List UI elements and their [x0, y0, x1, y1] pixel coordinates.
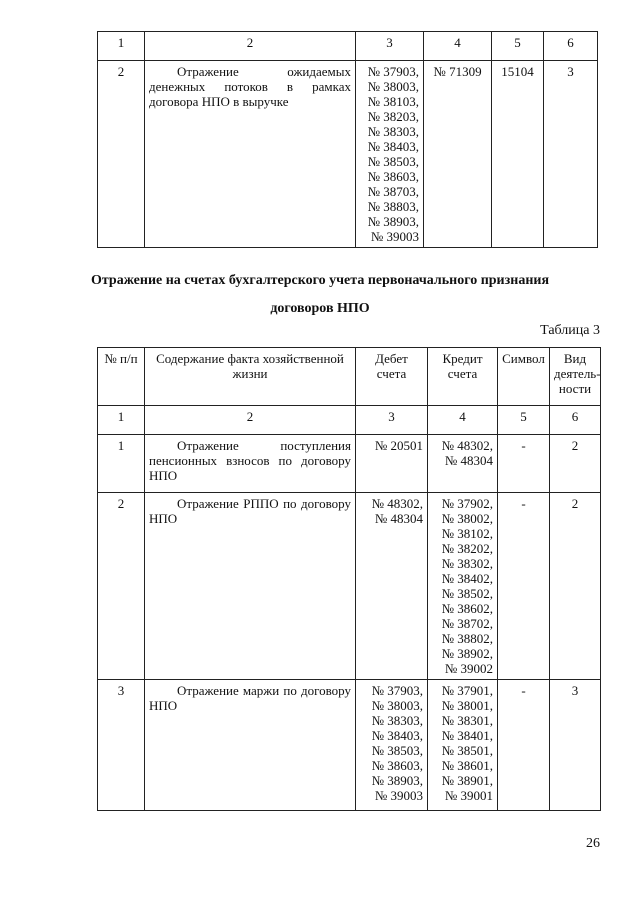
- table-label: Таблица 3: [540, 323, 600, 338]
- account-number: № 38403,: [367, 139, 419, 154]
- section-heading-continued: договоров НПО: [270, 301, 370, 316]
- account-number: № 38702,: [441, 616, 493, 631]
- col-number: 6: [544, 32, 598, 61]
- activity-type: 2: [550, 493, 601, 680]
- col-number: 2: [145, 32, 356, 61]
- header-debit: Дебет счета: [356, 348, 428, 406]
- account-number: № 38803,: [367, 199, 419, 214]
- debit-accounts: [356, 680, 428, 811]
- row-number: 1: [98, 435, 145, 493]
- account-number: № 48304: [444, 453, 493, 468]
- account-list: [360, 64, 419, 244]
- col-number: 4: [428, 406, 498, 435]
- account-number: № 38102,: [441, 526, 493, 541]
- header-num: № п/п: [98, 348, 145, 406]
- col-number: 3: [356, 32, 424, 61]
- account-list: [360, 683, 423, 803]
- account-number: № 38203,: [367, 109, 419, 124]
- column-number-row: [98, 406, 601, 435]
- account-number: № 20501: [374, 438, 423, 453]
- header-content: Содержание факта хозяйственной жизни: [145, 348, 356, 406]
- account-number: № 37902,: [441, 496, 493, 511]
- account-number: № 38901,: [441, 773, 493, 788]
- account-number: № 38903,: [371, 773, 423, 788]
- account-number: № 38001,: [441, 698, 493, 713]
- account-number: № 38003,: [371, 698, 423, 713]
- symbol-value: -: [498, 435, 550, 493]
- header-symbol: Символ: [498, 348, 550, 406]
- col-number: 1: [98, 32, 145, 61]
- account-number: № 39001: [444, 788, 493, 803]
- account-number: № 38401,: [441, 728, 493, 743]
- account-number: № 48302,: [441, 438, 493, 453]
- account-number: № 38303,: [371, 713, 423, 728]
- col-number: 3: [356, 406, 428, 435]
- debit-accounts: [356, 493, 428, 680]
- fact-content: Отражение ожидаемых денежных потоков в рамках договора НПО в выручке: [145, 61, 356, 248]
- credit-account: № 71309: [424, 61, 492, 248]
- account-number: № 39003: [370, 229, 419, 244]
- account-number: № 38303,: [367, 124, 419, 139]
- header-row: [98, 348, 601, 406]
- account-number: № 39003: [374, 788, 423, 803]
- table-row: [98, 435, 601, 493]
- header-activity: Вид деятель-ности: [550, 348, 601, 406]
- account-number: № 37903,: [371, 683, 423, 698]
- table-row: [98, 680, 601, 811]
- col-number: 1: [98, 406, 145, 435]
- account-list: [432, 438, 493, 468]
- fact-content: Отражение маржи по договору НПО: [145, 680, 356, 811]
- account-number: № 48304: [374, 511, 423, 526]
- continuation-table: [97, 31, 598, 248]
- account-number: № 38602,: [441, 601, 493, 616]
- credit-accounts: [428, 435, 498, 493]
- account-number: № 38202,: [441, 541, 493, 556]
- debit-accounts: [356, 61, 424, 248]
- account-number: № 38502,: [441, 586, 493, 601]
- account-number: № 38402,: [441, 571, 493, 586]
- account-number: № 38503,: [367, 154, 419, 169]
- row-number: 2: [98, 493, 145, 680]
- activity-type: 2: [550, 435, 601, 493]
- account-number: № 38103,: [367, 94, 419, 109]
- account-list: [432, 496, 493, 676]
- col-number: 5: [498, 406, 550, 435]
- row-number: 2: [98, 61, 145, 248]
- activity-type: 3: [550, 680, 601, 811]
- credit-accounts: [428, 680, 498, 811]
- fact-content: Отражение поступления пенсионных взносов по договору НПО: [145, 435, 356, 493]
- table-row: [98, 61, 598, 248]
- account-number: № 38802,: [441, 631, 493, 646]
- account-number: № 38903,: [367, 214, 419, 229]
- account-number: № 38301,: [441, 713, 493, 728]
- account-number: № 38302,: [441, 556, 493, 571]
- table-row: [98, 493, 601, 680]
- credit-accounts: [428, 493, 498, 680]
- account-number: № 39002: [444, 661, 493, 676]
- account-number: № 38002,: [441, 511, 493, 526]
- account-number: № 38501,: [441, 743, 493, 758]
- account-list: [360, 496, 423, 526]
- debit-accounts: [356, 435, 428, 493]
- account-number: № 38603,: [367, 169, 419, 184]
- col-number: 2: [145, 406, 356, 435]
- section-heading: Отражение на счетах бухгалтерского учета первоначального признания: [90, 273, 550, 288]
- account-number: № 38403,: [371, 728, 423, 743]
- account-list: [360, 438, 423, 453]
- account-number: № 38703,: [367, 184, 419, 199]
- account-number: № 37901,: [441, 683, 493, 698]
- symbol-value: -: [498, 493, 550, 680]
- col-number: 6: [550, 406, 601, 435]
- symbol-value: -: [498, 680, 550, 811]
- page-number: 26: [586, 836, 600, 851]
- account-number: № 38902,: [441, 646, 493, 661]
- column-number-row: [98, 32, 598, 61]
- header-credit: Кредит счета: [428, 348, 498, 406]
- activity-type: 3: [544, 61, 598, 248]
- fact-content: Отражение РППО по договору НПО: [145, 493, 356, 680]
- account-number: № 38503,: [371, 743, 423, 758]
- account-number: № 38603,: [371, 758, 423, 773]
- symbol-value: 15104: [492, 61, 544, 248]
- account-number: № 38601,: [441, 758, 493, 773]
- col-number: 4: [424, 32, 492, 61]
- account-number: № 38003,: [367, 79, 419, 94]
- col-number: 5: [492, 32, 544, 61]
- account-number: № 37903,: [367, 64, 419, 79]
- row-number: 3: [98, 680, 145, 811]
- table-3: [97, 347, 601, 811]
- account-list: [432, 683, 493, 803]
- account-number: № 48302,: [371, 496, 423, 511]
